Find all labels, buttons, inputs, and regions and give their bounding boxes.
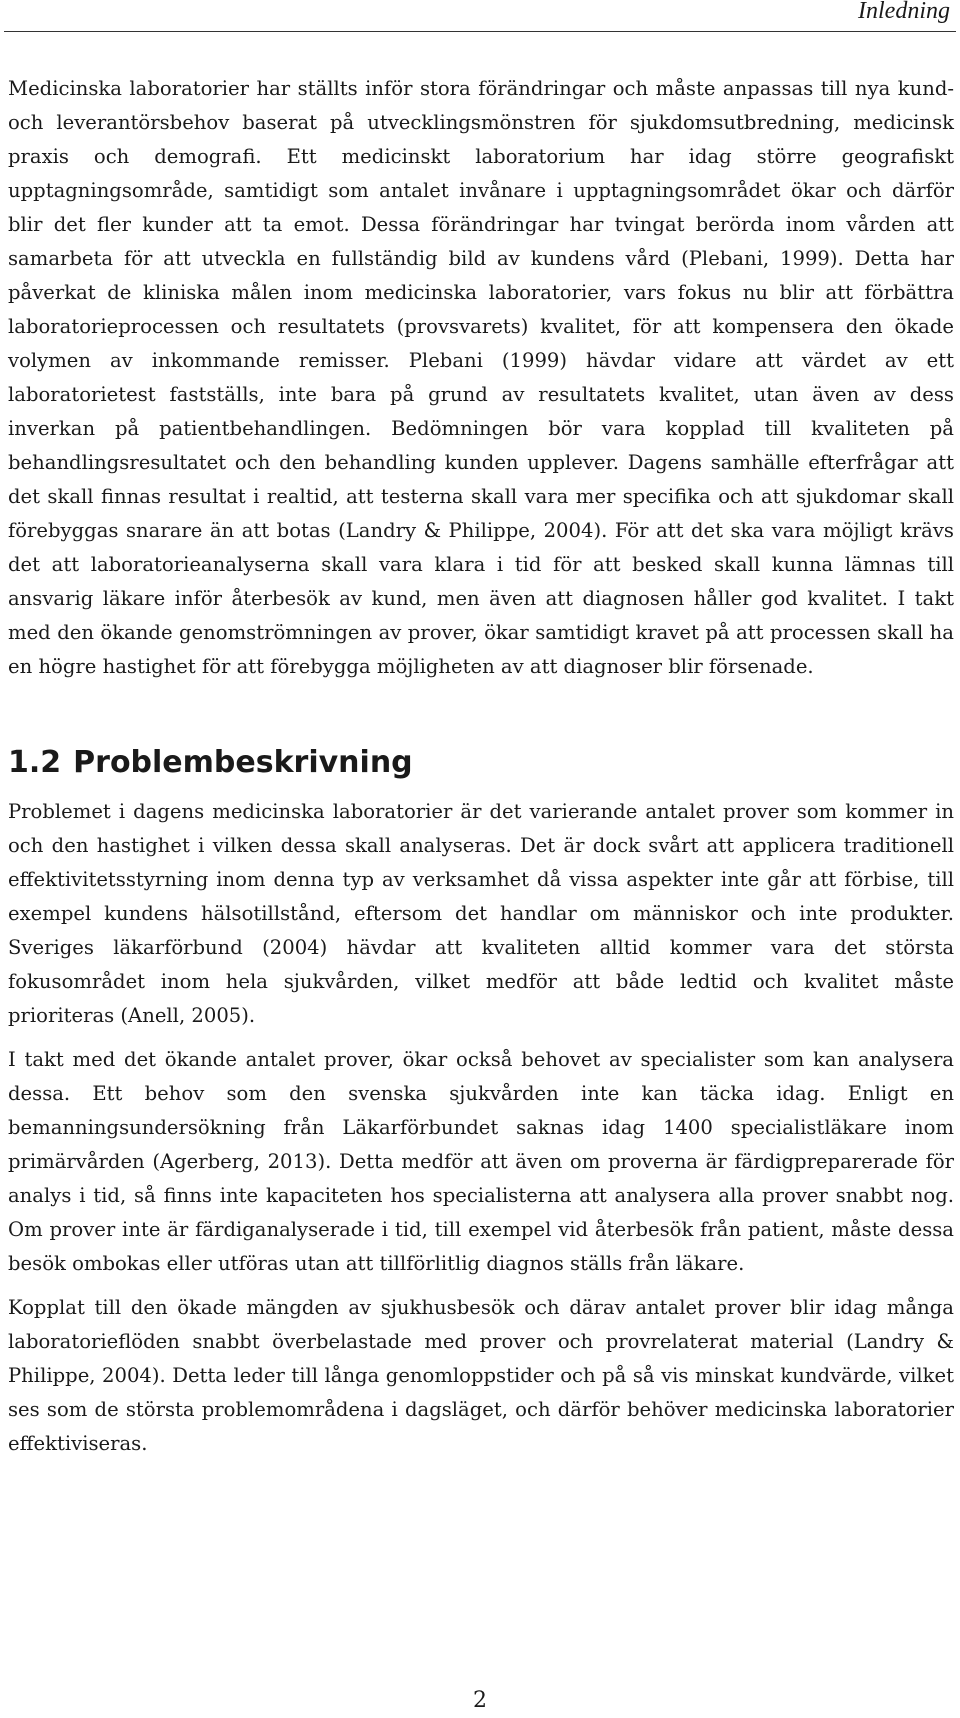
section-number: 1.2 xyxy=(8,745,62,780)
body-paragraph-1: Problemet i dagens medicinska laboratorier är det varierande antalet prover som kommer in och den hastighet i vilken dessa skall analyseras. Det är dock svårt att applicera traditionell effektivitetsstyrning inom denna typ av verksamhet då vissa aspekter inte går att förbise, till exempel kundens hälsotillstånd, eftersom det handlar om människor och inte produkter. Sveriges läkarförbund (2004) hävdar att kvaliteten alltid kommer vara det största fokusområdet inom hela sjukvården, vilket medför att både ledtid och kvalitet måste prioriteras (Anell, 2005). xyxy=(8,800,954,1027)
section-heading xyxy=(8,743,954,783)
page-number: 2 xyxy=(473,1688,487,1713)
intro-paragraph: Medicinska laboratorier har ställts inför stora förändringar och måste anpassas till nya kund- och leverantörsbehov baserat på utvecklingsmönstren för sjukdomsutbredning, medicinsk praxis och demografi. Ett medicinskt laboratorium har idag större geografiskt upptagningsområde, samtidigt som antalet invånare i upptagningsområdet ökar och därför blir det fler kunder att ta emot. Dessa förändringar har tvingat berörda inom vården att samarbeta för att utveckla en fullständig bild av kundens vård (Plebani, 1999). Detta har påverkat de kliniska målen inom medicinska laboratorier, vars fokus nu blir att förbättra laboratorieprocessen och resultatets (provsvarets) kvalitet, för att kompensera den ökade volymen av inkommande remisser. Plebani (1999) hävdar vidare att värdet av ett laboratorietest fastställs, inte bara på grund av resultatets kvalitet, utan även av dess inverkan på patientbehandlingen. Bedömningen bör vara kopplad till kvaliteten på behandlingsresultatet och den behandling kunden upplever. Dagens samhälle efterfrågar att det skall finnas resultat i realtid, att testerna skall vara mer specifika och att sjukdomar skall förebyggas snarare än att botas (Landry & Philippe, 2004). För att det ska vara möjligt krävs det att laboratorieanalyserna skall vara klara i tid för att besked skall kunna lämnas till ansvarig läkare inför återbesök av kund, men även att diagnosen håller god kvalitet. I takt med den ökande genomströmningen av prover, ökar samtidigt kravet på att processen skall ha en högre hastighet för att förebygga möjligheten av att diagnoser blir försenade. xyxy=(8,77,954,678)
body-paragraph-3: Kopplat till den ökade mängden av sjukhusbesök och därav antalet prover blir idag många laboratorieflöden snabbt överbelastade med prover och provrelaterat material (Landry & Philippe, 2004). Detta leder till långa genomloppstider och på så vis minskat kundvärde, vilket ses som de största problemområdena i dagsläget, och därför behöver medicinska laboratorier effektiviseras. xyxy=(8,1296,954,1455)
page-body xyxy=(8,72,954,1461)
running-header-title: Inledning xyxy=(858,0,950,24)
running-header xyxy=(0,0,960,30)
body-paragraph-2: I takt med det ökande antalet prover, ökar också behovet av specialister som kan analysera dessa. Ett behov som den svenska sjukvården inte kan täcka idag. Enligt en bemanningsundersökning från Läkarförbundet saknas idag 1400 specialistläkare inom primärvården (Agerberg, 2013). Detta medför att även om proverna är färdigpreparerade för analys i tid, så finns inte kapaciteten hos specialisterna att analysera alla prover snabbt nog. Om prover inte är färdiganalyserade i tid, till exempel vid återbesök från patient, måste dessa besök ombokas eller utföras utan att tillförlitlig diagnos ställs från läkare. xyxy=(8,1048,954,1275)
header-rule xyxy=(4,31,956,32)
section-title: Problembeskrivning xyxy=(73,745,413,780)
